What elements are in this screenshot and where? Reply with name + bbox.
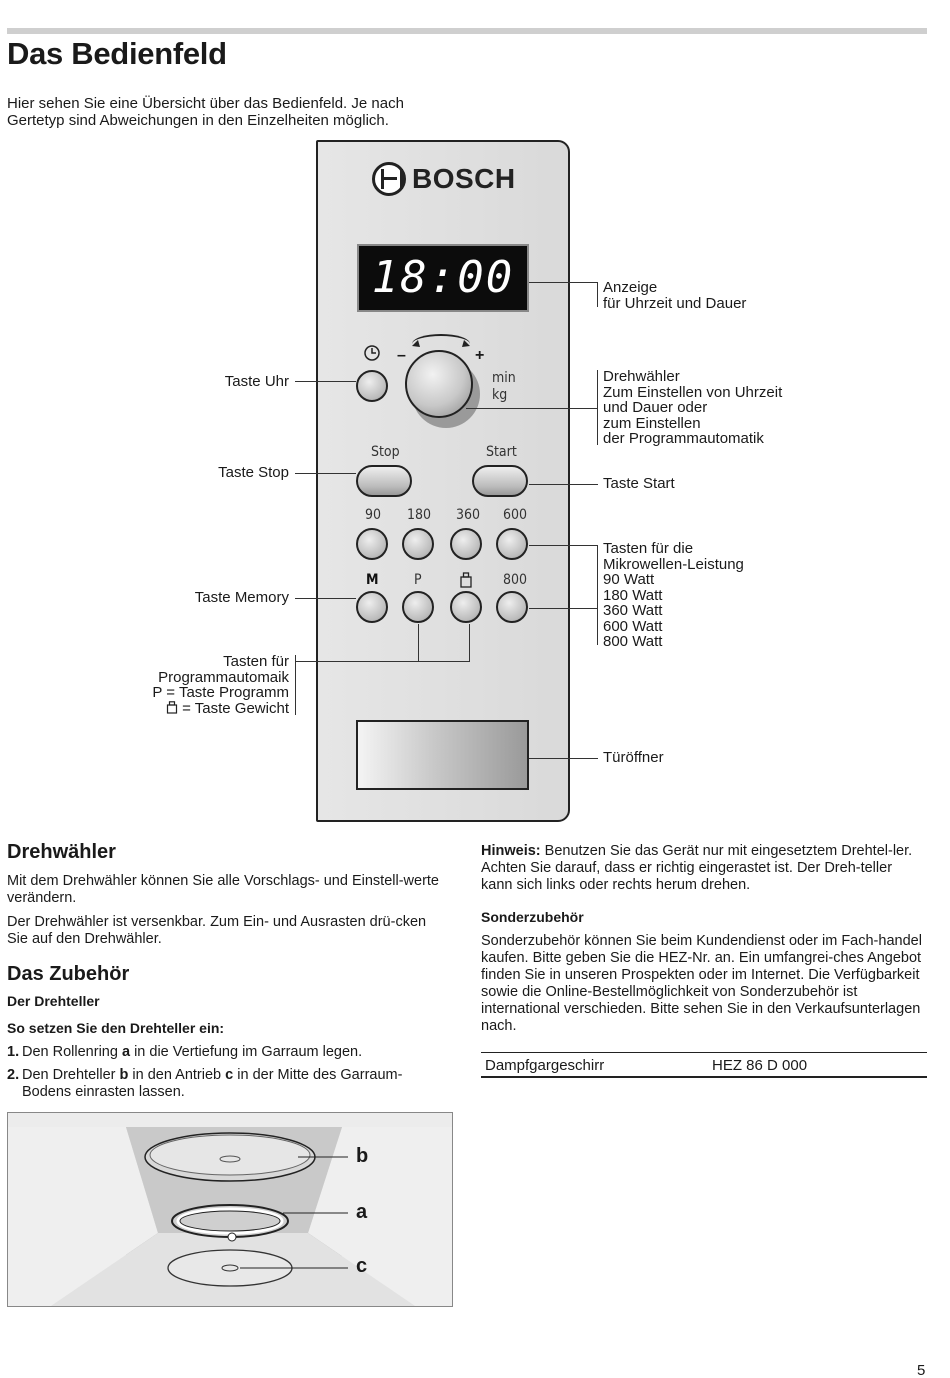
leader-line xyxy=(529,545,598,546)
weight-icon xyxy=(166,701,178,714)
callout-line: 360 Watt xyxy=(603,602,663,619)
sub-sonderzubehoer: Sonderzubehör xyxy=(481,909,584,925)
bosch-logo xyxy=(372,162,516,196)
memory-button[interactable] xyxy=(356,591,388,623)
start-button[interactable] xyxy=(472,465,528,497)
callout-memory: Taste Memory xyxy=(194,589,289,606)
turntable-figure xyxy=(7,1112,453,1307)
weight-button[interactable] xyxy=(450,591,482,623)
step-part: Den Drehteller xyxy=(22,1067,116,1083)
leader-line xyxy=(418,624,419,661)
drehwaehler-p2: Der Drehwähler ist versenkbar. Zum Ein- und Ausrasten drü-cken Sie auf den Drehwähler. xyxy=(7,914,427,947)
sonder-paragraph: Sonderzubehör können Sie beim Kundendienst oder im Fach-handel kaufen. Bitte geben Sie die HEZ-Nr. an. Ein umfangrei-ches Angebot finden Sie in unseren Prospekten oder im Internet. Die Verfügbarkeit sowie die Online-Bestellmöglichkeit von Sonderzubehör ist international verschieden. Bitte sehen Sie in den Verkaufsunterlagen nach. xyxy=(481,933,922,1034)
heading-drehwaehler: Drehwähler xyxy=(7,841,116,863)
callout-line: Anzeige xyxy=(603,279,658,296)
step-text xyxy=(22,1044,362,1061)
top-rule xyxy=(7,28,927,34)
step-number: 2. xyxy=(7,1067,20,1083)
rotary-knob[interactable] xyxy=(405,350,473,418)
callout-line: Zum Einstellen von Uhrzeit xyxy=(603,383,783,401)
callout-knob xyxy=(603,369,782,447)
knob-unit-kg: kg xyxy=(492,387,508,403)
callout-door: Türöffner xyxy=(603,749,664,766)
callout-line: der Programmautomatik xyxy=(603,430,764,447)
leader-line xyxy=(466,408,598,409)
page-number: 5 xyxy=(917,1362,926,1378)
callout-line: Programmautomaik xyxy=(158,668,289,686)
leader-line xyxy=(529,758,598,759)
heading-zubehoer: Das Zubehör xyxy=(7,963,130,985)
power-label-90: 90 xyxy=(365,507,382,523)
step-letter: c xyxy=(225,1067,234,1083)
knob-minus-label: – xyxy=(397,347,406,364)
stop-label: Stop xyxy=(371,444,400,460)
knob-arrows-icon xyxy=(408,336,474,350)
page-title: Das Bedienfeld xyxy=(7,36,227,71)
leader-line xyxy=(529,608,598,609)
callout-text: = Taste Gewicht xyxy=(182,699,289,717)
power-90-button[interactable] xyxy=(356,528,388,560)
step-part: Den Rollenring xyxy=(22,1044,118,1060)
leader-line xyxy=(529,282,598,283)
drehwaehler-p1: Mit dem Drehwähler können Sie alle Vorschlags- und Einstell-werte verändern. xyxy=(7,873,439,906)
leader-line xyxy=(295,655,296,715)
callout-line: Tasten für die xyxy=(603,540,694,557)
callout-power xyxy=(603,541,744,650)
knob-unit-min: min xyxy=(492,370,516,386)
callout-line: 800 Watt xyxy=(603,633,663,650)
time-display: 18:00 xyxy=(357,244,529,312)
callout-stop: Taste Stop xyxy=(218,464,289,481)
step-text xyxy=(22,1067,447,1101)
clock-button[interactable] xyxy=(356,370,388,402)
step-number: 1. xyxy=(7,1044,20,1060)
turntable-illustration xyxy=(8,1113,453,1307)
sub-drehteller: Der Drehteller xyxy=(7,993,100,1009)
callout-line xyxy=(152,701,289,717)
step-part: in der Mitte des Garraum- xyxy=(237,1067,403,1083)
callout-line: zum Einstellen xyxy=(603,414,701,432)
bosch-mark-icon xyxy=(372,162,406,196)
fig-label-c: c xyxy=(356,1255,368,1277)
accessory-name: Dampfgargeschirr xyxy=(485,1057,605,1074)
callout-start: Taste Start xyxy=(603,475,675,492)
hinweis-paragraph xyxy=(481,843,927,894)
step-2 xyxy=(7,1067,447,1103)
hinweis-label: Hinweis: xyxy=(481,843,541,859)
power-180-button[interactable] xyxy=(402,528,434,560)
fig-label-a: a xyxy=(356,1201,368,1223)
power-label-180: 180 xyxy=(407,507,432,523)
step-part: in den Antrieb xyxy=(132,1067,222,1083)
leader-line xyxy=(295,473,356,474)
fig-label-b: b xyxy=(356,1145,369,1167)
callout-line: und Dauer oder xyxy=(603,399,708,416)
memory-label: M xyxy=(366,572,379,588)
callout-display xyxy=(603,280,746,311)
leader-line xyxy=(597,545,598,645)
stop-button[interactable] xyxy=(356,465,412,497)
leader-line xyxy=(469,624,470,661)
callout-line: 90 Watt xyxy=(603,571,655,588)
callout-line: Drehwähler xyxy=(603,368,680,385)
accessory-table xyxy=(481,1052,927,1078)
leader-line xyxy=(597,282,598,307)
program-button[interactable] xyxy=(402,591,434,623)
step-part: in die Vertiefung im Garraum legen. xyxy=(134,1044,363,1060)
leader-line xyxy=(295,598,356,599)
sub-einsetzen: So setzen Sie den Drehteller ein: xyxy=(7,1020,225,1036)
callout-auto xyxy=(152,654,289,716)
callout-line: 600 Watt xyxy=(603,617,663,635)
leader-line xyxy=(529,484,598,485)
power-360-button[interactable] xyxy=(450,528,482,560)
step-part: Bodens einrasten lassen. xyxy=(22,1084,185,1100)
power-label-800: 800 xyxy=(503,572,528,588)
callout-line: Mikrowellen-Leistung xyxy=(603,555,744,573)
power-label-360: 360 xyxy=(456,507,481,523)
leader-line xyxy=(295,661,470,662)
callout-line: für Uhrzeit und Dauer xyxy=(603,294,747,312)
brand-name: BOSCH xyxy=(412,163,516,194)
knob-plus-label: + xyxy=(475,347,485,364)
callout-line: 180 Watt xyxy=(603,586,663,604)
power-800-button[interactable] xyxy=(496,591,528,623)
clock-icon xyxy=(363,344,381,362)
start-label: Start xyxy=(486,444,517,460)
power-label-600: 600 xyxy=(503,507,528,523)
callout-clock: Taste Uhr xyxy=(224,373,289,390)
step-1 xyxy=(7,1044,447,1064)
hinweis-text: Benutzen Sie das Gerät nur mit eingesetztem Drehtel-ler. Achten Sie darauf, dass er richtig eingerastet ist. Der Dreh-teller kann sich links oder rechts herum drehen. xyxy=(481,843,913,893)
intro-text: Hier sehen Sie eine Übersicht über das Bedienfeld. Je nach Gertetyp sind Abweichungen in den Einzelheiten möglich. xyxy=(7,95,404,129)
callout-line: Tasten für xyxy=(223,653,289,670)
power-600-button[interactable] xyxy=(496,528,528,560)
step-letter: b xyxy=(119,1067,129,1083)
weight-icon xyxy=(459,572,473,588)
program-label: P xyxy=(414,572,422,588)
accessory-code: HEZ 86 D 000 xyxy=(712,1057,808,1074)
callout-line: P = Taste Programm xyxy=(152,684,289,701)
leader-line xyxy=(295,381,356,382)
door-opener-button[interactable] xyxy=(356,720,529,790)
step-letter: a xyxy=(121,1044,131,1060)
leader-line xyxy=(597,370,598,445)
